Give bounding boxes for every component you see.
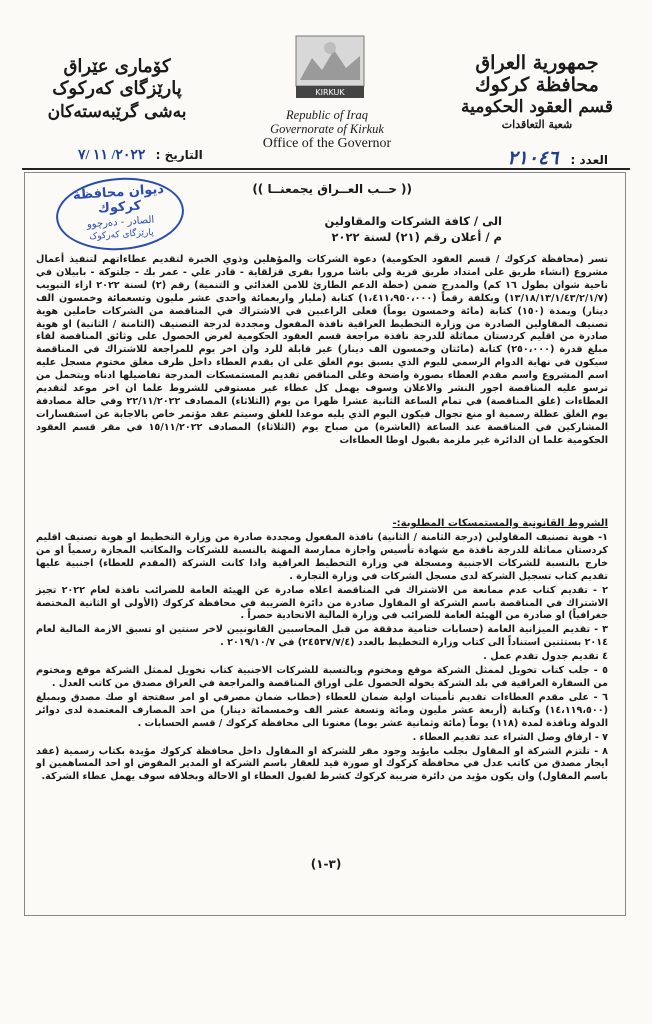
condition-item: ٢ - تقديم كتاب عدم ممانعة من الاشتراك في المناقصة اعلاه صادرة عن الهيئة العامة للضرائب نافذة لعام ٢٠٢٢ تجيز الاشتراك في المناقصة باسم الشركة او المقاول صادرة من دائرة الضريبة في محافظة كركوك (الأولى او الثانية المختصة جغرافياً) او صادرة من الهيئة العامة للضرائب في وزارة المالية الاتحادية حصراً . xyxy=(36,584,608,622)
ar-dept: قسم العقود الحكومية xyxy=(461,97,613,117)
condition-item: ٦ - على مقدم العطاءات تقديم تأمينات اولية ضمان للعطاء (خطاب ضمان مصرفي او امر سفتجة او صك مصدق وبمبلغ (١٤،١١٩،٥٠٠) وكتابة (أربعة عشر مليون ومائة وتسعة عشر الف وخمسمائة دينار) من احد المصارف المعتمدة لدى دوائر الدولة ونافذة لمدة (١١٨) يوماً (مائة وثمانية عشر يوما) معنونا الى محافظة كركوك / قسم الحسابات . xyxy=(36,691,608,729)
ref-date-value: ٢٠٢٢/ ١١ /٧ xyxy=(78,148,146,163)
reference-number xyxy=(507,147,608,170)
ar-section: شعبة التعاقدات xyxy=(501,118,573,131)
motto: (( حــب العــراق يجمعنــا )) xyxy=(252,182,412,196)
ku-province: پارێزگای کەرکوک xyxy=(52,78,182,99)
condition-item: ٥ - جلب كتاب تخويل لممثل الشركة موقع ومختوم وبالنسبة للشركات الاجنبية كتاب تخويل لممثل الشركة موقع ومختوم من السفارة العراقية في بلد الشركة يخوله الحصول على اوراق المناقصة والمراجعة في العراق مصدق من كاتب العدل . xyxy=(36,665,608,689)
ku-country: كۆماری عێراق xyxy=(63,56,171,77)
ar-country: جمهورية العراق xyxy=(475,52,599,74)
conditions-title: الشروط القانونية والمستمسكات المطلوبة:- xyxy=(392,518,608,529)
announcement-title: م / أعلان رقم (٢١) لسنة ٢٠٢٢ xyxy=(331,230,502,244)
emblem-text: KIRKUK xyxy=(315,88,345,97)
condition-item: ٣ - تقديم الميزانية العامة (حسابات ختامية مدققة من قبل المحاسبين القانونيين لاخر سنتين او تسبق الازمة المالية لعام ٢٠١٤ بستثنين استناداً الى كتاب وزارة التخطيط بالعدد (٢٤٥٣٧/٧/٤) في ٢٠١٩/١٠/٧ . xyxy=(36,624,608,649)
reference-date xyxy=(78,147,203,164)
en-governorate: Governorate of Kirkuk xyxy=(270,122,384,136)
page-number: (٣-١) xyxy=(310,857,342,871)
en-republic: Republic of Iraq xyxy=(286,108,368,122)
main-paragraph: تسر (محافظة كركوك / قسم العقود الحكومية) دعوة الشركات والمؤهلين وذوي الخبرة لتقديم عطاءاتهم لتنفيذ أعمال مشروع (انشاء طريق على امتداد طريق قرية ولي باشا مرورا بقرى قزلقاية - قادر علي - عمر بك - جلتوكة - بابيلان في ناحية شوان بطول ١٦ كم) والمدرج ضمن (خطة الدعم الطارئ للامن الغذائي و التنمية) رقم (٢) لسنة ٢٠٢٢ ازاء التبويب (١٣/١٨/١٣/١/٤٣/٢/١/٧) وبكلفة رقماً (١،٤١١،٩٥٠،٠٠٠) كتابة (مليار واربعمائة واحدى عشر مليون وتسعمائة وخمسون الف دينار) وبمدة (١٥٠) كتابة (مائة وخمسون يوماً) فعلى الراغبين في الاشتراك في المناقصة من الشركات حاملين هوية تصنيف المقاولين الصادرة من وزارة التخطيط العراقية نافذة المفعول ومجددة لدرجة التصنيف (الثامنة / الثانية) او هوية صادرة من اقليم كردستان مماثلة للدرجة نافذة مراجعة قسم العقود الحكومية لغرض الحصول على وثائق المناقصة لقاء مبلغ قدرة (٢٥٠،٠٠٠) كتابة (مائتان وخمسون الف دينار) غير قابلة للرد وان اخر يوم للمراجعة للاشتراك في المناقصة سيكون في نهاية الدوام الرسمي لليوم الذي يسبق يوم الغلق على ان يقدم العطاء داخل ظرف مغلق مختوم مسجل عليه اسم المشروع واسم مقدم العطاء بصورة واضحة وعلى المناقص تقديم المستمسكات المدرجة تفاصيلها ادناه ويتحمل من ترسو عليه المناقصة اجور النشر والاعلان وسوف يهمل كل عطاء غير مستوفي للشروط علما ان اخر موعد لتقديم العطاءات (غلق المناقصة) في تمام الساعة الثانية عشرا ظهرا من يوم (الثلاثاء) المصادف ٢٢/١١/٢٠٢٢ وفي حالة مصادفة يوم الغلق عطلة رسمية او منع تجوال فيكون اليوم الذي يليه موعدا للغلق وسيتم عقد مؤتمر خاص بالاجابة عن استفسارات المشاركين في المناقصة عند الساعة (العاشرة) من صباح يوم (الثلاثاء) المصادف ١٥/١١/٢٠٢٢ في مقر قسم العقود الحكومية علما ان الدائرة غير ملزمة بقبول اوطا العطاءات xyxy=(36,254,609,446)
kirkuk-emblem-icon xyxy=(282,30,378,112)
en-office: Office of the Governor xyxy=(262,136,392,151)
condition-item: ٨ - تلتزم الشركة او المقاول بجلب مايؤيد وجود مقر للشركة او المقاول داخل محافظة كركوك مؤيدة بكتاب رسمية (عقد ايجار مصدق من كاتب عدل في محافظة كركوك او صورة قيد للعقار باسم الشركة او المدير المفوض او احد المساهمين او باسم المقاول) وان يكون مؤيد من دائرة ضريبة كركوك كشرط لقبول العطاء او الاحالة وبخلافه سوف يهمل عطاء الشركة. xyxy=(36,745,608,783)
addressee: الى / كافة الشركات والمقاولين xyxy=(324,214,502,228)
ku-dept: بەشی گرێبەستەکان xyxy=(47,102,187,122)
stamp-line-3: پارێزگای کەرکوک xyxy=(88,227,154,243)
header-divider xyxy=(22,168,630,170)
stamp-line-2: الصادر - دەرچوو xyxy=(86,214,155,231)
kurdish-letterhead xyxy=(22,56,212,124)
condition-item: ١- هوية تصنيف المقاولين (درجة الثامنة / الثانية) نافذة المفعول ومجددة صادرة من وزارة التخطيط او هوية تصنيف اقليم كردستان مماثلة للدرجة نافذة مع شهادة تأسيس واجازة ممارسة المهنة بالنسبة للشركات والمكاتب المجازة رسمياً او من خارج بالنسبة للشركات الاجنبية ومسجلة في وزارة التخطيط العراقية واذا كانت الشركة (المقدم للعطاء) اجنبية عليها تقديم كتاب تسجيل الشركة لدى مسجل الشركات في وزارة التجارة . xyxy=(36,532,608,582)
conditions-list xyxy=(36,532,608,785)
ref-date-label: التاريخ : xyxy=(155,148,203,162)
ref-number-value: ٢١٠٤٦ xyxy=(507,148,559,169)
arabic-letterhead xyxy=(452,52,622,132)
stamp-line-1: ديوان محافظة كركوك xyxy=(72,181,165,217)
english-letterhead xyxy=(232,108,422,152)
ar-province: محافظة كركوك xyxy=(475,74,599,96)
ref-number-label: العدد : xyxy=(570,153,608,167)
condition-item: ٧ - ارفاق وصل الشراء عند تقديم العطاء . xyxy=(412,731,608,743)
condition-item: ٤ تقديم جدول تقدم عمل . xyxy=(483,651,608,663)
